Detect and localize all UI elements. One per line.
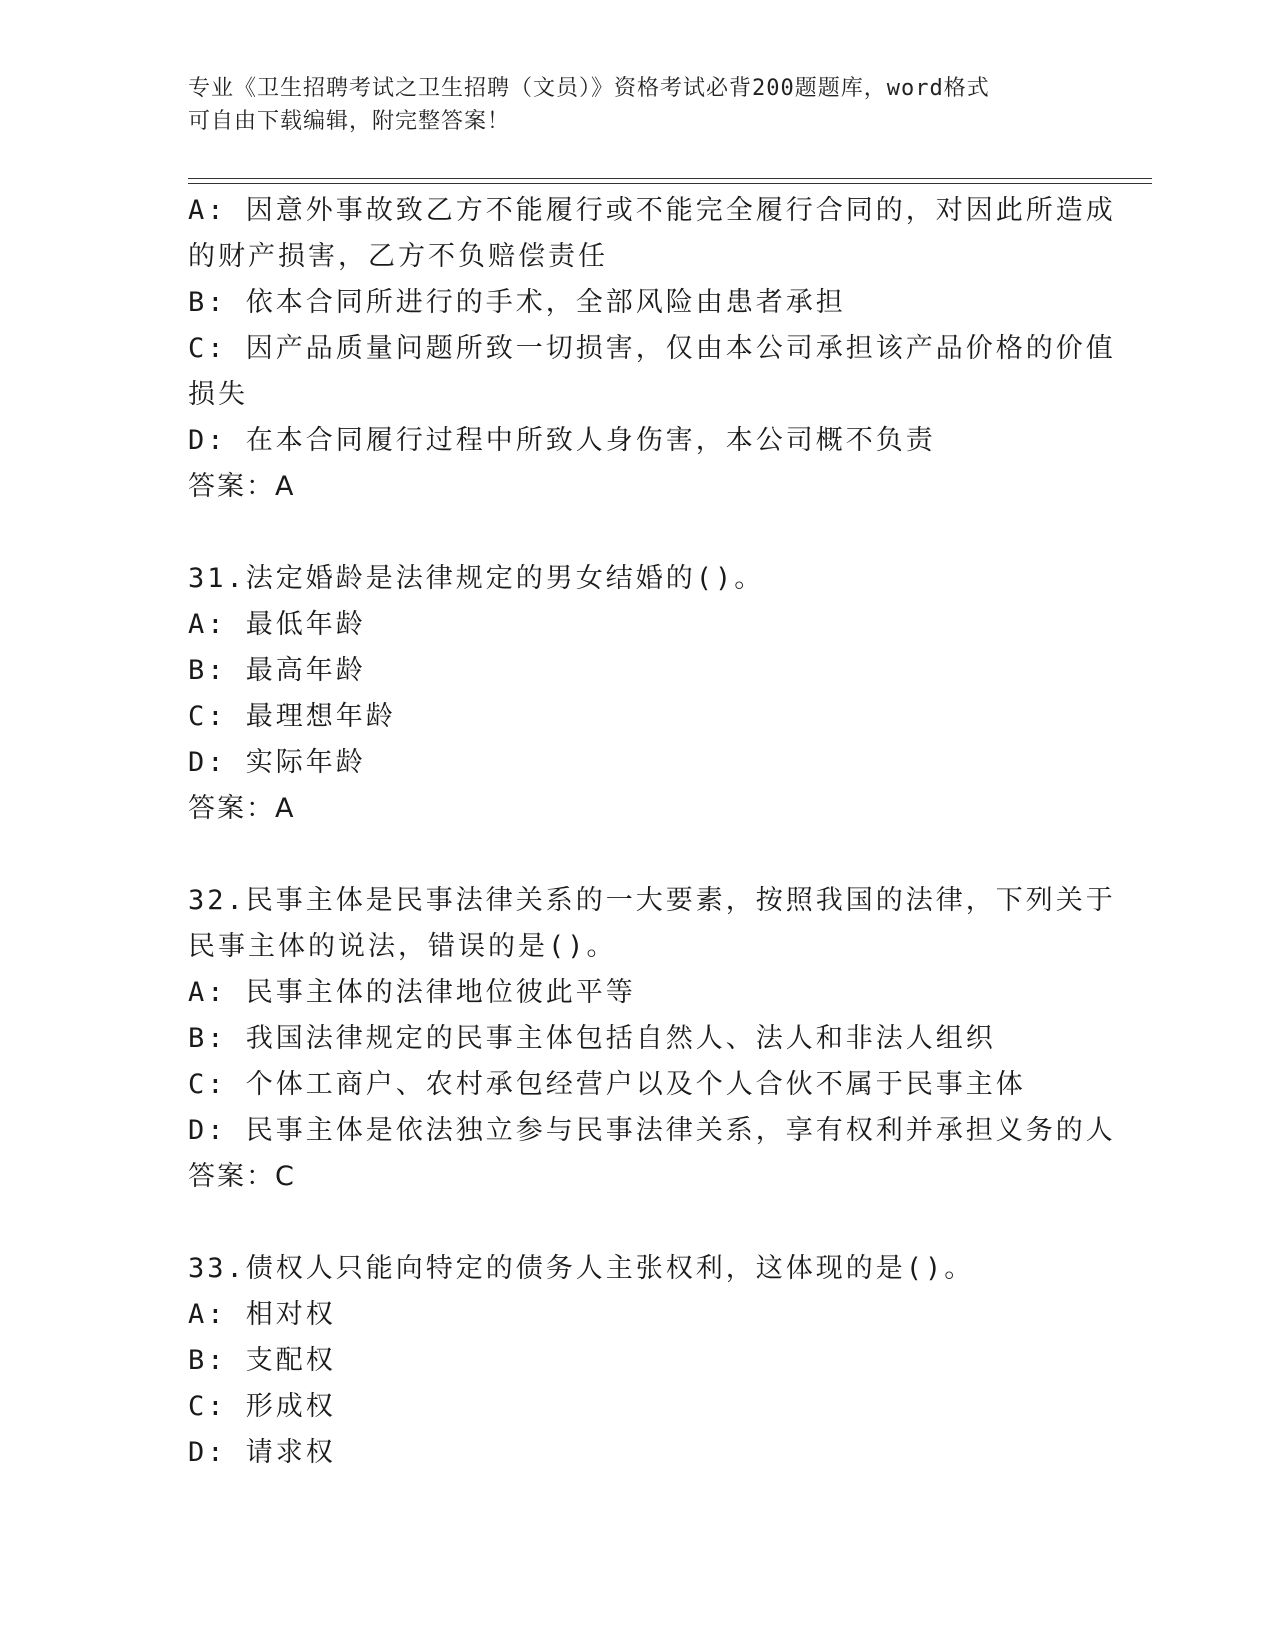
q32-option-b: B: 我国法律规定的民事主体包括自然人、法人和非法人组织 [188,1023,996,1054]
header-divider-bottom [188,183,1152,184]
q31-option-d: D: 实际年龄 [188,747,366,778]
q32-answer: 答案：C [188,1161,296,1192]
spacer [188,510,1088,556]
spacer [188,1200,1088,1246]
header-divider-top [188,178,1152,179]
q32-option-c: C: 个体工商户、农村承包经营户以及个人合伙不属于民事主体 [188,1069,1026,1100]
question-31-block [188,556,1088,832]
q31-answer: 答案：A [188,793,296,824]
question-30-block [188,188,1116,510]
q33-option-c: C: 形成权 [188,1391,336,1422]
q32-question-line-2: 民事主体的说法，错误的是()。 [188,931,617,962]
document-header [188,72,1068,138]
q30-option-d: D: 在本合同履行过程中所致人身伤害，本公司概不负责 [188,425,936,456]
q31-option-c: C: 最理想年龄 [188,701,396,732]
question-32-block [188,878,1116,1200]
header-title-line-2: 可自由下载编辑，附完整答案！ [188,109,511,134]
q31-question: 31.法定婚龄是法律规定的男女结婚的()。 [188,563,765,594]
q30-option-a-line-1: A: 因意外事故致乙方不能履行或不能完全履行合同的，对因此所造成 [188,195,1116,226]
q33-option-b: B: 支配权 [188,1345,336,1376]
q30-option-c-line-1: C: 因产品质量问题所致一切损害，仅由本公司承担该产品价格的价值 [188,333,1116,364]
q30-option-c-line-2: 损失 [188,379,248,410]
q31-option-b: B: 最高年龄 [188,655,366,686]
question-list [188,188,1116,1476]
question-33-block [188,1246,1088,1476]
spacer [188,832,1088,878]
q33-option-d: D: 请求权 [188,1437,336,1468]
q32-option-a: A: 民事主体的法律地位彼此平等 [188,977,636,1008]
q32-option-d: D: 民事主体是依法独立参与民事法律关系，享有权利并承担义务的人 [188,1115,1116,1146]
q31-option-a: A: 最低年龄 [188,609,366,640]
q30-option-b: B: 依本合同所进行的手术，全部风险由患者承担 [188,287,846,318]
header-title-line-1: 专业《卫生招聘考试之卫生招聘（文员）》资格考试必背200题题库，word格式 [188,76,990,101]
q30-answer: 答案：A [188,471,296,502]
q33-option-a: A: 相对权 [188,1299,336,1330]
q30-option-a-line-2: 的财产损害，乙方不负赔偿责任 [188,241,608,272]
q33-question: 33.债权人只能向特定的债务人主张权利，这体现的是()。 [188,1253,975,1284]
q32-question-line-1: 32.民事主体是民事法律关系的一大要素，按照我国的法律，下列关于 [188,885,1116,916]
